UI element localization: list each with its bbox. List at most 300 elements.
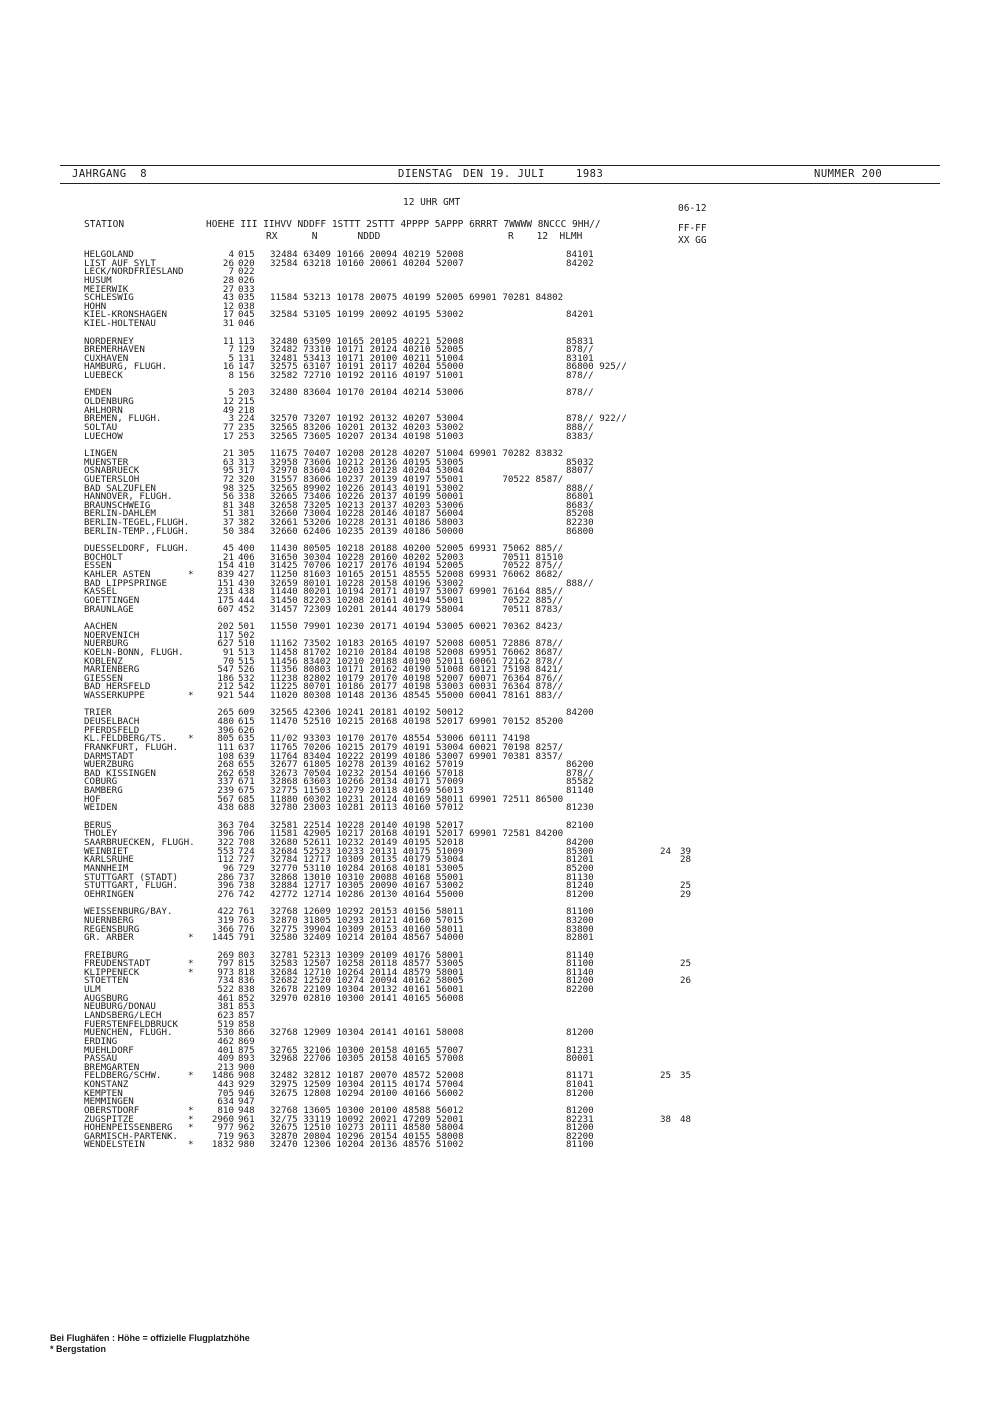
station-index: 384: [238, 525, 255, 537]
station-height: 8: [228, 370, 234, 381]
station-name: LIST AUF SYLT: [84, 257, 156, 269]
station-height: 319: [217, 914, 234, 926]
station-index: 706: [238, 828, 255, 840]
station-height: 265: [217, 707, 234, 719]
station-name: WENDELSTEIN: [84, 1139, 145, 1151]
cloud-group: 81140: [566, 949, 594, 961]
station-height: 21: [222, 551, 234, 563]
station-index: 704: [238, 819, 255, 831]
station-name: KAHLER ASTEN: [84, 569, 151, 580]
cloud-group: 878//: [566, 387, 594, 399]
station-height: 977: [217, 1122, 234, 1134]
station-height: 28: [222, 274, 234, 286]
code-groups: 32484 63409 10166 20094 40219 52008: [270, 249, 464, 260]
code-groups: 32584 63218 10160 20061 40204 52007: [270, 257, 464, 269]
gust-ff-2: 28: [680, 854, 692, 866]
station-height: 21: [222, 448, 234, 459]
station-height: 627: [217, 638, 234, 650]
cloud-group: 878//: [566, 767, 594, 779]
code-groups: 32775 11503 10279 20118 40169 56013: [270, 785, 464, 797]
station-height: 634: [217, 1096, 234, 1108]
station-index: 038: [238, 300, 255, 312]
station-index: 908: [238, 1070, 255, 1082]
station-name: BAD LIPPSPRINGE: [84, 577, 167, 589]
station-index: 515: [238, 655, 255, 667]
cloud-group: 80001: [566, 1053, 594, 1065]
station-name: NORDERNEY: [84, 335, 134, 347]
code-groups: 32780 23003 10281 20113 40160 57012: [270, 802, 464, 814]
gust-ff-2: 25: [680, 958, 692, 970]
table-row: [0, 691, 1000, 701]
station-name: STUTTGART (STADT): [84, 871, 179, 883]
code-groups: 32678 22109 10304 20132 40161 56001: [270, 984, 464, 996]
station-height: 1445: [211, 932, 234, 944]
station-index: 381: [238, 508, 255, 520]
station-name: BAMBERG: [84, 785, 123, 797]
station-name: ERDING: [84, 1035, 118, 1047]
station-index: 946: [238, 1087, 255, 1099]
station-index: 836: [238, 975, 255, 987]
station-index: 410: [238, 560, 255, 572]
station-height: 111: [217, 741, 234, 753]
code-groups: 11250 81603 10165 20151 48555 52008 69931 76062 8682/: [270, 569, 564, 580]
cloud-group: 81200: [566, 1104, 594, 1116]
table-row: [0, 319, 1000, 329]
cloud-group: 888//: [566, 577, 594, 589]
station-index: 045: [238, 309, 255, 321]
station-height: 239: [217, 785, 234, 797]
station-name: NUERNBERG: [84, 914, 134, 926]
code-groups: 32673 70504 10232 20154 40166 57018: [270, 767, 464, 779]
code-groups: 32665 73406 10226 20137 40199 50001: [270, 491, 464, 503]
station-height: 95: [222, 465, 234, 477]
code-groups: 32680 52611 10232 20149 40195 52018: [270, 837, 464, 848]
station-name: HOHENPEISSENBERG: [84, 1122, 173, 1134]
cloud-group: 81041: [566, 1079, 594, 1090]
station-height: 443: [217, 1079, 234, 1090]
station-name: KL.FELDBERG/TS.: [84, 733, 167, 745]
year-label: 1983: [576, 168, 604, 180]
code-groups: 32677 61805 10278 20139 40162 57019: [270, 759, 464, 771]
station-name: DARMSTADT: [84, 750, 134, 762]
table-row: [0, 890, 1000, 900]
station-index: 857: [238, 1010, 255, 1021]
station-index: 675: [238, 785, 255, 797]
station-height: 26: [222, 257, 234, 269]
station-height: 11: [222, 335, 234, 347]
station-name: SCHLESWIG: [84, 292, 134, 304]
station-index: 742: [238, 888, 255, 900]
station-height: 522: [217, 984, 234, 996]
station-height: 98: [222, 482, 234, 494]
code-groups: 31457 72309 10201 20144 40179 58004 70511 8783/: [270, 603, 564, 615]
station-height: 17: [222, 309, 234, 321]
station-name: BAD SALZUFLEN: [84, 482, 156, 494]
gust-ff-1: 24: [660, 845, 672, 857]
gust-ff-2: 26: [680, 975, 692, 987]
station-height: 7: [228, 266, 234, 278]
station-name: MUEHLDORF: [84, 1044, 134, 1056]
station-name: WEINBIET: [84, 845, 129, 857]
cloud-group: 84201: [566, 309, 594, 321]
station-index: 526: [238, 664, 255, 676]
cloud-group: 81231: [566, 1044, 594, 1056]
station-height: 921: [217, 690, 234, 701]
station-index: 510: [238, 638, 255, 650]
station-index: 513: [238, 646, 255, 658]
station-name: MUENCHEN, FLUGH.: [84, 1027, 173, 1039]
station-height: 553: [217, 845, 234, 857]
code-groups: 11470 52510 10215 20168 40198 52017 69901 70152 85200: [270, 716, 564, 727]
station-height: 49: [222, 404, 234, 416]
station-index: 708: [238, 837, 255, 848]
code-groups: 32/75 33119 10092 20021 47209 52001: [270, 1113, 464, 1125]
station-name: KASSEL: [84, 586, 118, 598]
station-height: 186: [217, 672, 234, 684]
station-index: 948: [238, 1104, 255, 1116]
station-index: 866: [238, 1027, 255, 1039]
cloud-group: 878// 922//: [566, 413, 627, 425]
station-name: GOETTINGEN: [84, 594, 140, 606]
station-height: 77: [222, 421, 234, 433]
station-height: 1832: [211, 1139, 234, 1151]
code-groups: 32565 73605 10207 20134 40198 51003: [270, 430, 464, 442]
code-groups: 32480 63509 10165 20105 40221 52008: [270, 335, 464, 347]
station-height: 91: [222, 646, 234, 658]
cloud-group: 81140: [566, 785, 594, 797]
station-index: 626: [238, 724, 255, 736]
station-index: 452: [238, 603, 255, 615]
station-name: AUGSBURG: [84, 992, 129, 1004]
station-height: 63: [222, 456, 234, 468]
station-name: NEUBURG/DONAU: [84, 1001, 156, 1013]
footnote-mountain: * Bergstation: [50, 1344, 107, 1354]
cloud-group: 86800 925//: [566, 361, 627, 373]
station-height: 51: [222, 508, 234, 520]
code-groups: 32768 12609 10292 20153 40156 58011: [270, 906, 464, 918]
code-groups: 32970 02810 10300 20141 40165 56008: [270, 992, 464, 1004]
station-name: DEUSELBACH: [84, 716, 140, 727]
code-groups: 32784 12717 10309 20135 40179 53004: [270, 854, 464, 866]
station-height: 81: [222, 499, 234, 511]
station-index: 129: [238, 344, 255, 356]
cloud-group: 85831: [566, 335, 594, 347]
cloud-group: 84101: [566, 249, 594, 260]
station-index: 235: [238, 421, 255, 433]
station-index: 430: [238, 577, 255, 589]
code-groups: 32870 20804 10296 20154 40155 58008: [270, 1130, 464, 1142]
station-height: 705: [217, 1087, 234, 1099]
mountain-station-mark: *: [188, 966, 194, 978]
table-row: [0, 605, 1000, 615]
station-index: 348: [238, 499, 255, 511]
station-name: MEIERWIK: [84, 283, 129, 295]
station-name: KLIPPENECK: [84, 966, 140, 978]
mountain-station-mark: *: [188, 1104, 194, 1116]
station-name: AACHEN: [84, 620, 118, 632]
station-index: 962: [238, 1122, 255, 1134]
station-index: 406: [238, 551, 255, 563]
station-index: 815: [238, 958, 255, 970]
mountain-station-mark: *: [188, 690, 194, 701]
station-name: BERLIN-DAHLEM: [84, 508, 156, 520]
station-name: BERUS: [84, 819, 112, 831]
code-groups: 11430 80505 10218 20188 40200 52005 69931 75062 885//: [270, 543, 564, 555]
cloud-group: 81100: [566, 1139, 594, 1151]
station-height: 623: [217, 1010, 234, 1021]
mountain-station-mark: *: [188, 1122, 194, 1134]
station-height: 5: [228, 387, 234, 399]
station-height: 337: [217, 776, 234, 788]
cloud-group: 85582: [566, 776, 594, 788]
station-index: 637: [238, 741, 255, 753]
station-height: 519: [217, 1018, 234, 1030]
station-name: BREMERHAVEN: [84, 344, 145, 356]
station-height: 43: [222, 292, 234, 304]
code-groups: 32765 32106 10300 20158 40165 57007: [270, 1044, 464, 1056]
station-index: 313: [238, 456, 255, 468]
code-groups: 32768 12909 10304 20141 40161 58008: [270, 1027, 464, 1039]
code-groups: 32565 89902 10226 20143 40191 53002: [270, 482, 464, 494]
station-height: 3: [228, 413, 234, 425]
cloud-group: 85032: [566, 456, 594, 468]
station-index: 542: [238, 681, 255, 693]
station-name: ESSEN: [84, 560, 112, 572]
code-groups: 11550 79901 10230 20171 40194 53005 60021 70362 8423/: [270, 620, 564, 632]
station-index: 544: [238, 690, 255, 701]
code-groups: 32675 12510 10273 20111 48580 58004: [270, 1122, 464, 1134]
station-name: HANNOVER, FLUGH.: [84, 491, 173, 503]
code-groups: 32968 22706 10305 20158 40165 57008: [270, 1053, 464, 1065]
code-groups: 31450 82203 10208 20161 40194 55001 70522 885//: [270, 594, 564, 606]
cloud-group: 878//: [566, 370, 594, 381]
station-height: 268: [217, 759, 234, 771]
station-height: 12: [222, 396, 234, 407]
station-height: 363: [217, 819, 234, 831]
station-index: 131: [238, 352, 255, 364]
station-index: 858: [238, 1018, 255, 1030]
code-groups: 11020 80308 10148 20136 48545 55000 60041 78161 883//: [270, 690, 564, 701]
station-height: 1486: [211, 1070, 234, 1082]
station-index: 035: [238, 292, 255, 304]
station-index: 869: [238, 1035, 255, 1047]
code-groups: 32584 53105 10199 20092 40195 53002: [270, 309, 464, 321]
station-index: 305: [238, 448, 255, 459]
station-index: 963: [238, 1130, 255, 1142]
code-groups: 11356 80803 10171 20162 40190 51008 60121 75198 8421/: [270, 664, 564, 676]
station-height: 839: [217, 569, 234, 580]
station-index: 320: [238, 473, 255, 485]
station-height: 396: [217, 828, 234, 840]
code-groups: 11225 80701 10186 20177 40198 53003 60031 76364 878//: [270, 681, 564, 693]
station-index: 818: [238, 966, 255, 978]
code-groups: 32768 13605 10300 20100 48588 56012: [270, 1104, 464, 1116]
cloud-group: 81200: [566, 888, 594, 900]
code-groups: 32970 83604 10203 20128 40204 53004: [270, 465, 464, 477]
table-row: [0, 1140, 1000, 1150]
station-name: MUENSTER: [84, 456, 129, 468]
station-name: BREMEN, FLUGH.: [84, 413, 162, 425]
mountain-station-mark: *: [188, 733, 194, 745]
cloud-group: 85208: [566, 508, 594, 520]
station-index: 737: [238, 871, 255, 883]
code-groups: 32565 83206 10201 20132 40203 53002: [270, 421, 464, 433]
station-name: STOETTEN: [84, 975, 129, 987]
station-name: BERLIN-TEMP.,FLUGH.: [84, 525, 190, 537]
code-groups: 11675 70407 10208 20128 40207 51004 69901 70282 83832: [270, 448, 564, 459]
station-index: 635: [238, 733, 255, 745]
station-height: 17: [222, 430, 234, 442]
code-groups: 11581 42905 10217 20168 40191 52017 69901 72581 84200: [270, 828, 564, 840]
code-groups: 32781 52313 10309 20109 40176 58001: [270, 949, 464, 961]
code-groups: 32480 83604 10170 20104 40214 53006: [270, 387, 464, 399]
station-name: HAMBURG, FLUGH.: [84, 361, 167, 373]
station-name: ULM: [84, 984, 101, 996]
station-height: 461: [217, 992, 234, 1004]
table-row: [0, 432, 1000, 442]
station-height: 269: [217, 949, 234, 961]
code-groups: 11764 83404 10222 20199 40186 53007 69901 70381 8357/: [270, 750, 564, 762]
station-height: 112: [217, 854, 234, 866]
code-groups: 32775 39904 10309 20153 40160 58011: [270, 923, 464, 935]
station-index: 033: [238, 283, 255, 295]
code-groups: 32868 63603 10266 20134 40171 57009: [270, 776, 464, 788]
station-name: REGENSBURG: [84, 923, 140, 935]
station-name: HUSUM: [84, 274, 112, 286]
station-height: 797: [217, 958, 234, 970]
station-name: KEMPTEN: [84, 1087, 123, 1099]
station-height: 231: [217, 586, 234, 598]
station-name: WEIDEN: [84, 802, 118, 814]
code-groups: 11456 83402 10210 20188 40190 52011 60061 72162 878//: [270, 655, 564, 667]
station-index: 438: [238, 586, 255, 598]
station-index: 501: [238, 620, 255, 632]
station-height: 530: [217, 1027, 234, 1039]
station-height: 547: [217, 664, 234, 676]
code-groups: 32659 80101 10228 20158 40196 53002: [270, 577, 464, 589]
code-groups: 32583 12507 10258 20118 48577 53005: [270, 958, 464, 970]
cloud-group: 8683/: [566, 499, 594, 511]
station-name: HELGOLAND: [84, 249, 134, 260]
code-groups: 32675 12808 10294 20100 40166 56002: [270, 1087, 464, 1099]
station-index: 317: [238, 465, 255, 477]
cloud-group: 81200: [566, 1027, 594, 1039]
cloud-group: 8807/: [566, 465, 594, 477]
cloud-group: 81100: [566, 906, 594, 918]
gust-header: XX GG: [678, 235, 707, 246]
station-name: EMDEN: [84, 387, 112, 399]
station-name: ZUGSPITZE: [84, 1113, 134, 1125]
cloud-group: 83800: [566, 923, 594, 935]
code-subheader-right: R 12 HLMH: [508, 231, 583, 242]
station-index: 685: [238, 793, 255, 805]
station-height: 973: [217, 966, 234, 978]
station-height: 322: [217, 837, 234, 848]
station-height: 422: [217, 906, 234, 918]
station-index: 502: [238, 629, 255, 641]
station-height: 366: [217, 923, 234, 935]
code-groups: 11162 73502 10183 20165 40197 52008 60051 72886 878//: [270, 638, 564, 650]
code-groups: 11458 81702 10210 20184 40198 52008 69951 76062 8687/: [270, 646, 564, 658]
station-name: KOELN-BONN, FLUGH.: [84, 646, 184, 658]
gust-ff-2: 39: [680, 845, 692, 857]
code-groups: 32975 12509 10304 20115 40174 57004: [270, 1079, 464, 1090]
code-groups: 32870 31805 10293 20121 40160 57015: [270, 914, 464, 926]
code-groups: 32575 63107 10191 20117 40204 55000: [270, 361, 464, 373]
station-height: 27: [222, 283, 234, 295]
station-height: 108: [217, 750, 234, 762]
ff-header: FF-FF: [678, 223, 707, 234]
code-groups: 32770 53110 10284 20168 40181 53005: [270, 862, 464, 874]
code-groups: 32868 13010 10310 20088 40168 55001: [270, 871, 464, 883]
jahrgang-label: JAHRGANG 8: [72, 168, 148, 180]
station-name: THOLEY: [84, 828, 118, 840]
cloud-group: 81200: [566, 1087, 594, 1099]
station-name: NOERVENICH: [84, 629, 140, 641]
station-index: 791: [238, 932, 255, 944]
cloud-group: 82100: [566, 819, 594, 831]
station-index: 671: [238, 776, 255, 788]
station-name: BAD KISSINGEN: [84, 767, 156, 779]
station-name: FELDBERG/SCHW.: [84, 1070, 162, 1082]
station-index: 026: [238, 274, 255, 286]
code-groups: 32580 32409 10214 20104 48567 54000: [270, 932, 464, 944]
station-height: 117: [217, 629, 234, 641]
station-index: 853: [238, 1001, 255, 1013]
station-index: 224: [238, 413, 255, 425]
code-groups: 42772 12714 10286 20130 40164 55000: [270, 888, 464, 900]
code-groups: 32582 72710 10192 20116 40197 51001: [270, 370, 464, 381]
code-groups: 32684 52523 10233 20131 40175 51009: [270, 845, 464, 857]
table-row: [0, 527, 1000, 537]
cloud-group: 878//: [566, 344, 594, 356]
station-name: BRAUNSCHWEIG: [84, 499, 151, 511]
station-name: GR. ARBER: [84, 932, 134, 944]
cloud-group: 84202: [566, 257, 594, 269]
station-height: 719: [217, 1130, 234, 1142]
station-index: 020: [238, 257, 255, 269]
station-height: 462: [217, 1035, 234, 1047]
code-groups: 11/02 93303 10170 20170 48554 53006 60111 74198: [270, 733, 530, 745]
gust-ff-2: 25: [680, 880, 692, 892]
cloud-group: 81140: [566, 966, 594, 978]
station-index: 615: [238, 716, 255, 727]
code-groups: 32481 53413 10171 20100 40211 51004: [270, 352, 464, 364]
station-name: FREUDENSTADT: [84, 958, 151, 970]
station-name: KOBLENZ: [84, 655, 123, 667]
station-name: AHLHORN: [84, 404, 123, 416]
station-name: COBURG: [84, 776, 118, 788]
cloud-group: 81200: [566, 975, 594, 987]
station-height: 438: [217, 802, 234, 814]
cloud-group: 85300: [566, 845, 594, 857]
station-index: 022: [238, 266, 255, 278]
code-groups: 31650 30304 10228 20160 40202 52003 70511 81510: [270, 551, 564, 563]
cloud-group: 888//: [566, 421, 594, 433]
station-name: MARIENBERG: [84, 664, 140, 676]
cloud-group: 84200: [566, 707, 594, 719]
code-groups: 32660 62406 10235 20139 40186 50000: [270, 525, 464, 537]
mountain-station-mark: *: [188, 958, 194, 970]
station-name: OBERSTDORF: [84, 1104, 140, 1116]
station-name: OSNABRUECK: [84, 465, 140, 477]
cloud-group: 85200: [566, 862, 594, 874]
station-height: 409: [217, 1053, 234, 1065]
station-height: 31: [222, 318, 234, 329]
code-groups: 11440 80201 10194 20171 40197 53007 69901 76164 885//: [270, 586, 564, 598]
code-groups: 32684 12710 10264 20114 48579 58001: [270, 966, 464, 978]
station-index: 688: [238, 802, 255, 814]
